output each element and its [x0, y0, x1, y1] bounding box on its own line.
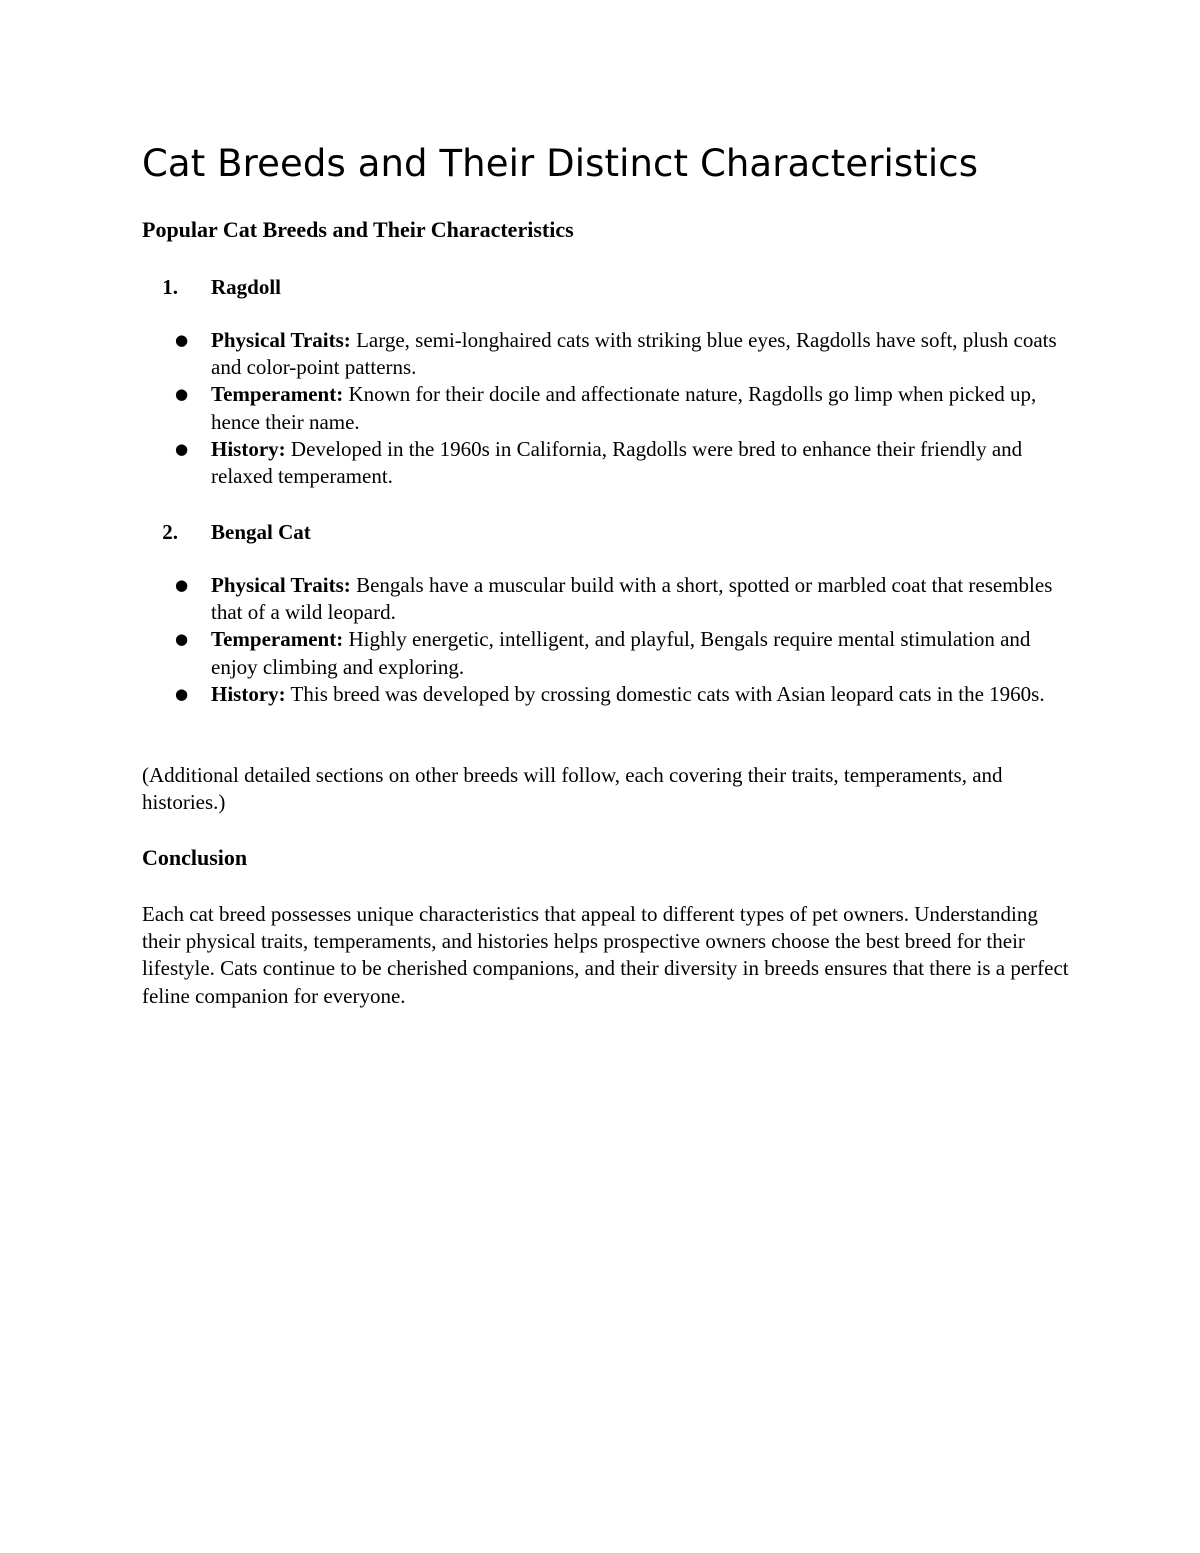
bullet-icon: ●: [175, 630, 189, 649]
trait-label: Temperament:: [211, 627, 344, 652]
trait-label: Temperament:: [211, 382, 344, 407]
breed-number: 2.: [162, 520, 178, 544]
trait-text: Bengals have a muscular build with a short, spotted or marbled coat that resembles that of a wild leopard.: [211, 573, 1053, 625]
section-heading: Popular Cat Breeds and Their Characteristics: [142, 217, 574, 242]
breed-name: Ragdoll: [211, 275, 282, 299]
trait-text: Developed in the 1960s in California, Ragdolls were bred to enhance their friendly and relaxed temperament.: [211, 436, 1023, 489]
additional-note: (Additional detailed sections on other breeds will follow, each covering their traits, temperaments, and histories.): [142, 763, 1003, 815]
conclusion-paragraph: Each cat breed possesses unique characteristics that appeal to different types of pet owners. Understanding their physical traits, temperaments, and histories helps prospective owners choose the best breed for their lifestyle. Cats continue to be cherished companions, and their diversity in breeds ensures that there is a perfect feline companion for everyone.: [142, 902, 1069, 1008]
document-title: Cat Breeds and Their Distinct Characteristics: [142, 142, 979, 185]
breed-heading-ragdoll: [142, 272, 281, 302]
breed-number: 1.: [162, 275, 178, 299]
ragdoll-traits-list: [142, 327, 1072, 490]
trait-label: History:: [211, 436, 286, 461]
list-item: [142, 381, 1072, 435]
trait-text: Known for their docile and affectionate nature, Ragdolls go limp when picked up, hence their name.: [211, 382, 1037, 434]
bullet-icon: ●: [175, 684, 189, 703]
list-item: [142, 626, 1072, 680]
trait-text: Large, semi-longhaired cats with striking blue eyes, Ragdolls have soft, plush coats and color-point patterns.: [211, 328, 1057, 380]
bullet-icon: ●: [175, 576, 189, 594]
list-item: [142, 681, 1072, 708]
bullet-icon: ●: [175, 331, 189, 349]
trait-label: Physical Traits:: [211, 328, 351, 352]
trait-text: Highly energetic, intelligent, and playful, Bengals require mental stimulation and enjoy climbing and exploring.: [211, 627, 1031, 679]
trait-label: Physical Traits:: [211, 573, 351, 597]
trait-text: This breed was developed by crossing domestic cats with Asian leopard cats in the 1960s.: [285, 681, 1045, 706]
trait-label: History:: [211, 681, 286, 706]
breed-heading-bengal: [142, 517, 311, 547]
bengal-traits-list: [142, 572, 1072, 708]
conclusion-heading: Conclusion: [142, 845, 248, 870]
list-item: [142, 327, 1072, 381]
list-item: [142, 572, 1072, 626]
list-item: [142, 436, 1072, 490]
bullet-icon: ●: [175, 439, 189, 458]
breed-name: Bengal Cat: [211, 520, 311, 544]
bullet-icon: ●: [175, 385, 189, 404]
